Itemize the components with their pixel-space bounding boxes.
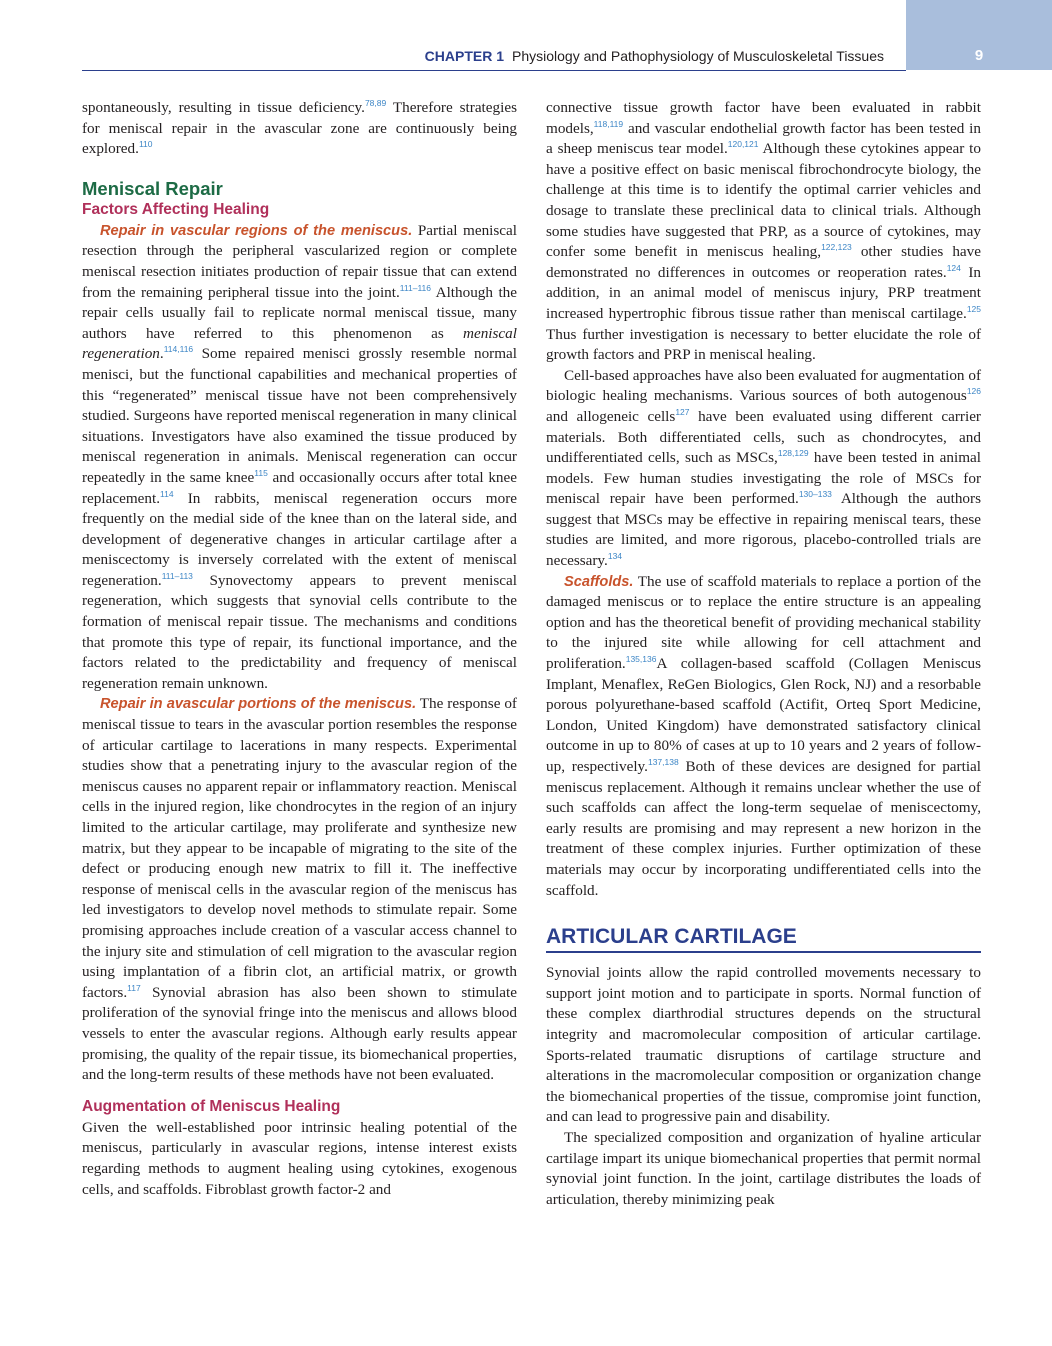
citation: 114,116 xyxy=(163,344,194,355)
citation: 78,89 xyxy=(364,98,387,108)
paragraph: Repair in vascular regions of the meniscus. Partial meniscal resection through the peripheral vascularized region or complete meniscal resection initiates production of repair tissue that can extend from the remaining peripheral tissue into the joint.$^{111-116}$ Although the repair cells usually fail to replicate normal meniscal tissue, many authors have referred to this phenomenon as meniscal regeneration.$^{114,116}$ Some repaired menisci grossly resemble normal menisci, but the functional capabilities and mechanical properties of this “regenerated” meniscal tissue have not been comprehensively studied. Surgeons have reported meniscal regeneration in many clinical situations. Investigators have also examined the tissue produced by meniscal regeneration in animals. Meniscal regeneration can occur repeatedly in the same knee$^{115}$ and occasionally occurs after total knee replacement.$^{114}$ In rabbits, meniscal regeneration occurs more frequently on the medial side of the knee than on the lateral side, and development of degenerative changes in articular cartilage after a meniscectomy is inversely correlated with the extent of meniscal regeneration.$^{111-113}$ Synovectomy appears to prevent meniscal regeneration, which suggests that synovial cells contribute to the formation of meniscal repair tissue. The mechanisms and conditions that promote this type of repair, its functional importance, and the factors related to the predictability and frequency of meniscal regeneration remain unknown. xyxy=(82,221,518,692)
paragraph: spontaneously, resulting in tissue deficiency.$^{78,89}$ Therefore strategies for meniscal repair in the avascular zone are continuously being explored.$^{110}$ xyxy=(82,98,517,158)
citation: 111–113 xyxy=(161,570,193,581)
citation: 118,119 xyxy=(593,118,624,129)
citation: 134 xyxy=(607,551,623,562)
citation: 114 xyxy=(160,488,174,499)
running-header xyxy=(82,38,906,71)
running-head xyxy=(425,48,884,64)
run-in-heading: Scaffolds. xyxy=(564,573,634,590)
paragraph: Given the well-established poor intrinsic healing potential of the meniscus, particularly in avascular regions, intense interest exists regarding methods to augment healing using cytokines, exogenous cells, and scaffolds. Fibroblast growth factor-2 and xyxy=(82,1118,517,1198)
citation: 117 xyxy=(127,982,141,993)
citation: 111–116 xyxy=(399,282,431,293)
paragraph: The specialized composition and organization of hyaline articular cartilage impart its unique biomechanical properties that permit normal synovial joint function. In the joint, cartilage distributes the loads of articulation, thereby minimizing peak xyxy=(546,1128,981,1208)
citation: 126 xyxy=(966,386,981,397)
run-in-heading: Repair in vascular regions of the meniscus. xyxy=(100,222,413,239)
citation: 115 xyxy=(254,467,268,478)
paragraph: Cell-based approaches have also been evaluated for augmentation of biologic healing mechanisms. Various sources of both autogenous$^{126}$ and allogeneic cells$^{127}$ have been evaluated using different carrier materials. Both differentiated cells, such as chondrocytes, and undifferentiated cells, such as MSCs,$^{128,129}$ have been tested in animal models. Few human studies investigating the role of MSCs for meniscal repair have been performed.$^{130-133}$ Although the authors suggest that MSCs may be effective in repairing meniscal tears, these studies are limited, and more rigorous, placebo-controlled trials are necessary.$^{134}$ xyxy=(546,366,982,570)
citation: 130–133 xyxy=(798,489,832,500)
citation: 135,136 xyxy=(625,654,657,665)
paragraph: connective tissue growth factor have been evaluated in rabbit models,$^{118,119}$ and vascular endothelial growth factor has been tested in a sheep meniscus tear model.$^{120,121}$ Although these cytokines appear to have a positive effect on basic meniscal fibrochondrocyte biology, the challenge at this time is to identify the optimal carrier vehicles and dosage to translate these preclinical data to clinical trials. Although some studies have suggested that PRP, as a source of cytokines, may confer some benefit in meniscus healing,$^{122,123}$ other studies have demonstrated no differences in outcomes or reoperation rates.$^{124}$ In addition, in an animal model of meniscus injury, PRP treatment increased hypertrophic fibrous tissue rather than meniscal cartilage.$^{125}$ Thus further investigation is necessary to better elucidate the role of growth factors and PRP in meniscal healing. xyxy=(546,99,981,364)
citation: 124 xyxy=(946,262,961,273)
citation: 137,138 xyxy=(647,757,679,767)
page-number: 9 xyxy=(906,0,1052,70)
chapter-label: CHAPTER 1 xyxy=(424,48,505,64)
run-in-heading: Repair in avascular portions of the meniscus. xyxy=(100,696,417,713)
citation: 110 xyxy=(138,139,153,150)
left-column xyxy=(82,98,517,1200)
citation: 120,121 xyxy=(727,139,759,150)
citation: 125 xyxy=(966,303,981,314)
chapter-title: Physiology and Pathophysiology of Musculoskeletal Tissues xyxy=(512,48,884,64)
paragraph: Repair in avascular portions of the meniscus. The response of meniscal tissue to tears in the avascular portion resembles the response of articular cartilage to lacerations in many respects. Experimental studies show that a penetrating injury to the avascular region of the meniscus causes no apparent repair or inflammatory reaction. Meniscal cells in the injured region, like chondrocytes in the region of an injury limited to the articular cartilage, may proliferate and synthesize new matrix, but they appear to be incapable of migrating to the site of the defect or producing enough new matrix to fill it. The ineffective response of meniscal cells in the avascular region of the meniscus has led investigators to develop novel methods to stimulate repair. Some promising approaches include creation of a vascular access channel to the injury site and stimulation of cell migration to the avascular region using implantation of a fibrin clot, an artificial matrix, or growth factors.$^{117}$ Synovial abrasion has also been shown to stimulate proliferation of the synovial fringe into the meniscus and allows blood vessels to enter the avascular regions. Although early results appear promising, the quality of the repair tissue, its biomechanical properties, and the long-term results of these methods have not been evaluated. xyxy=(82,695,517,1084)
citation: 127 xyxy=(675,406,690,417)
subheading-factors-affecting-healing: Factors Affecting Healing xyxy=(82,200,270,218)
heading-meniscal-repair: Meniscal Repair xyxy=(82,177,223,199)
citation: 122,123 xyxy=(821,242,852,253)
section-heading-articular-cartilage: ARTICULAR CARTILAGE xyxy=(546,925,981,953)
citation: 128,129 xyxy=(777,448,809,459)
paragraph: Scaffolds. The use of scaffold materials to replace a portion of the damaged meniscus or to replace the entire structure is an appealing option and has the theoretical benefit of providing mechanical stability to the injured site while allowing for cell attachment and proliferation.$^{135,136}$A collagen-based scaffold (Collagen Meniscus Implant, Menaflex, ReGen Biologics, Glen Rock, NJ) and a resorbable porous polyurethane-based scaffold (Actifit, Orteq Sport Medicine, London, United Kingdom) have demonstrated satisfactory clinical outcome in up to 80% of cases at up to 10 years and 2 years of follow-up, respectively.$^{137,138}$ Both of these devices are designed for partial meniscus replacement. Although it remains unclear whether the use of such scaffolds can affect the long-term sequelae of meniscectomy, early results are promising and may represent a new horizon in the treatment of these complex injuries. Further optimization of these materials may occur by incorporating undifferentiated cells into the scaffold. xyxy=(546,572,981,899)
paragraph: Synovial joints allow the rapid controlled movements necessary to support joint motion and to participate in sports. Normal function of these complex diarthrodial structures depends on the structural integrity and macromolecular composition of articular cartilage. Sports-related traumatic disruptions of cartilage structure and alterations in the macromolecular composition or organization change the biomechanical properties of the tissue, compromise joint function, and can lead to progressive pain and disability. xyxy=(546,964,981,1126)
right-column xyxy=(546,98,981,1210)
subheading-augmentation: Augmentation of Meniscus Healing xyxy=(82,1097,341,1115)
